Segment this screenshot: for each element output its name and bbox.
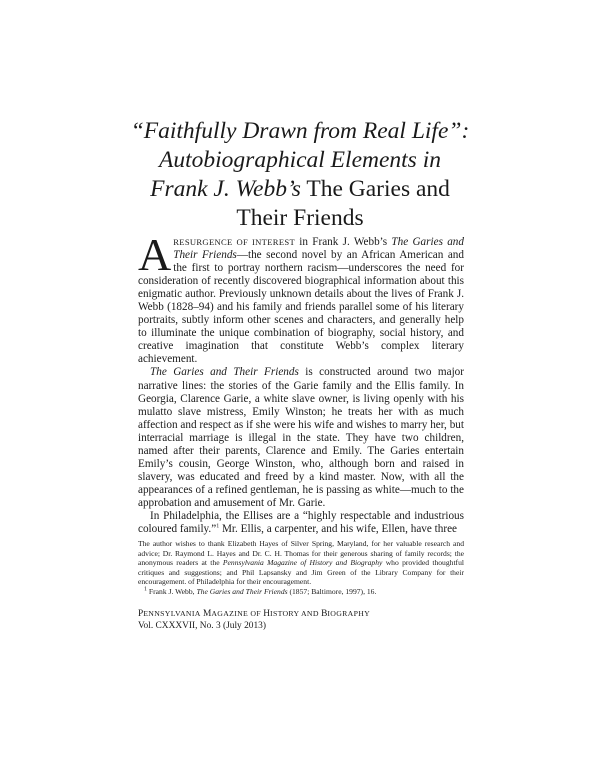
paragraph-3: In Philadelphia, the Ellises are a “highly respectable and industrious coloured family.”$^1$ Mr. Ellis, a carpenter, and his wife, Ellen, have three — [138, 509, 464, 536]
journal-name: PENNSYLVANIA MAGAZINE OF HISTORY AND BIOGRAPHY — [138, 609, 371, 619]
article-body — [138, 229, 464, 536]
title-line-4: Their Friends — [236, 205, 364, 231]
footnote-1: $^1$ Frank J. Webb, The Garies and Their Friends (1857; Baltimore, 1997), 16. — [144, 586, 377, 596]
title-line-2: Autobiographical Elements in — [159, 147, 441, 173]
opening-small-caps: RESURGENCE OF INTEREST — [173, 237, 295, 247]
title-line-3: Frank J. Webb’s The Garies and — [150, 176, 450, 202]
footnotes — [138, 539, 464, 597]
book-title: The Garies and Their Friends — [150, 366, 299, 379]
journal-citation — [138, 608, 464, 632]
article-title — [100, 117, 500, 233]
drop-cap: A — [138, 229, 172, 280]
paragraph-1: ARESURGENCE OF INTEREST in Frank J. Webb’s The Garies and Their Friends—the second novel by an African American and the first to portray northern racism—underscores the need for consideration of recently discovered biographical information about this enigmatic author. Previously unknown details about the lives of Frank J. Webb (1828–94) and his family and friends parallel some of his literary portraits, subtly inform other scenes and characters, and generally help to illuminate the unique combination of biography, social history, and creative imagination that constitute Webb’s complex literary achievement. — [138, 229, 464, 366]
footnote-ref: 1 — [216, 523, 220, 530]
title-line-1: “Faithfully Drawn from Real Life”: — [130, 118, 470, 144]
book-title: The Garies and Their Friends — [173, 236, 464, 262]
journal-issue: Vol. CXXXVII, No. 3 (July 2013) — [138, 620, 266, 631]
paragraph-2: The Garies and Their Friends is constructed around two major narrative lines: the stories of the Garie family and the Ellis family. In Georgia, Clarence Garie, a white slave owner, is living openly with his mulatto slave mistress, Emily Winston; he treats her with as much affection and respect as if she were his wife and wishes to marry her, but interracial marriage is illegal in the state. They have two children, named after their parents, Clarence and Emily. The Garies entertain Emily’s cousin, George Winston, who, although born and raised in slavery, was educated and freed by a kind master. Now, with all the appearances of a refined gentleman, he is passing as white—much to the approbation and amusement of Mr. Garie. — [138, 366, 464, 509]
acknowledgment-note: The author wishes to thank Elizabeth Hayes of Silver Spring, Maryland, for her valuable research and advice; Dr. Raymond L. Hayes and Dr. C. H. Thomas for their generous sharing of family records; the anonymous readers at the Pennsylvania Magazine of History and Biography who provided thoughtful critiques and suggestions; and Phil Lapsansky and Jim Green of the Library Company for their encouragement. of Philadelphia for their encouragement. — [138, 539, 464, 587]
